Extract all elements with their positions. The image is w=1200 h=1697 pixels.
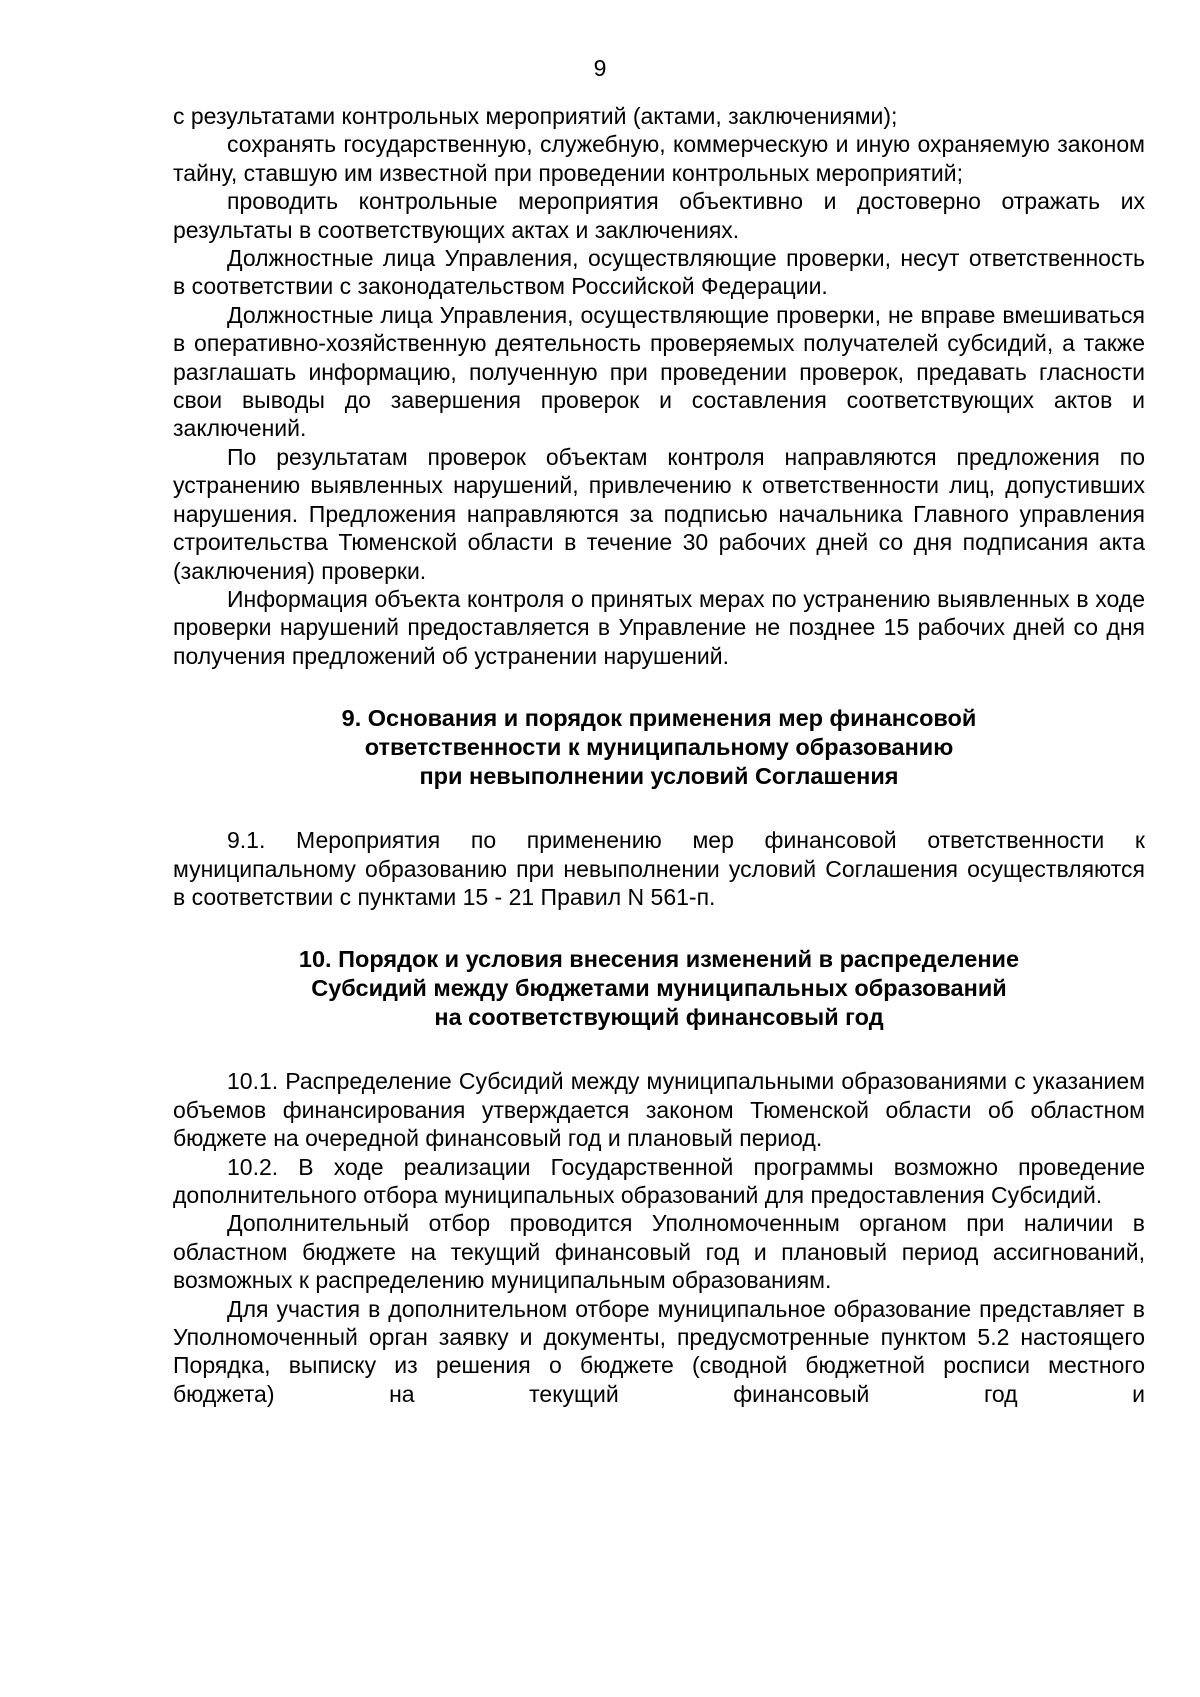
section-heading-10 [173, 945, 1145, 1032]
paragraph: По результатам проверок объектам контроля направляются предложения по устранению выявленных нарушений, привлечению к ответственности лиц, допустивших нарушения. Предложения направляются за подписью начальника Главного управления строительства Тюменской области в течение 30 рабочих дней со дня подписания акта (заключения) проверки. [173, 443, 1145, 584]
spacer [173, 791, 1145, 826]
heading-line: Субсидий между бюджетами муниципальных образований [311, 975, 1007, 1002]
page-number: 9 [593, 55, 607, 81]
paragraph: Для участия в дополнительном отборе муниципальное образование представляет в Уполномоченный орган заявку и документы, предусмотренные пунктом 5.2 настоящего Порядка, выписку из решения о бюджете (сводной бюджетной росписи местного бюджета) на текущий финансовый год и [173, 1295, 1145, 1407]
heading-line: 9. Основания и порядок применения мер финансовой [341, 705, 977, 732]
paragraph: Должностные лица Управления, осуществляющие проверки, не вправе вмешиваться в оперативно-хозяйственную деятельность проверяемых получателей субсидий, а также разглашать информацию, полученную при проведении проверок, предавать гласности свои выводы до завершения проверок и составления соответствующих актов и заключений. [173, 301, 1145, 442]
spacer [173, 911, 1145, 945]
heading-line: 10. Порядок и условия внесения изменений в распределение [298, 946, 1020, 973]
heading-line: на соответствующий финансовый год [434, 1004, 884, 1031]
section-heading-9 [173, 704, 1145, 791]
paragraph-9-1: 9.1. Мероприятия по применению мер финансовой ответственности к муниципальному образованию при невыполнении условий Соглашения осуществляются в соответствии с пунктами 15 - 21 Правил N 561-п. [173, 827, 1145, 910]
paragraph-10-1: 10.1. Распределение Субсидий между муниципальными образованиями с указанием объемов финансирования утверждается законом Тюменской области об областном бюджете на очередной финансовый год и плановый период. [173, 1068, 1145, 1152]
spacer [173, 1032, 1145, 1067]
heading-line: при невыполнении условий Соглашения [419, 763, 899, 790]
paragraph: сохранять государственную, служебную, коммерческую и иную охраняемую законом тайну, ставшую им известной при проведении контрольных мероприятий; [173, 131, 1145, 186]
paragraph: Должностные лица Управления, осуществляющие проверки, несут ответственность в соответствии с законодательством Российской Федерации. [173, 245, 1145, 300]
spacer [173, 670, 1145, 704]
paragraph: Дополнительный отбор проводится Уполномоченным органом при наличии в областном бюджете на текущий финансовый год и плановый период ассигнований, возможных к распределению муниципальным образованиям. [173, 1210, 1145, 1294]
paragraph: Информация объекта контроля о принятых мерах по устранению выявленных в ходе проверки нарушений предоставляется в Управление не позднее 15 рабочих дней со дня получения предложений об устранении нарушений. [173, 585, 1145, 669]
paragraph: с результатами контрольных мероприятий (актами, заключениями); [173, 103, 898, 129]
paragraph-10-2: 10.2. В ходе реализации Государственной программы возможно проведение дополнительного отбора муниципальных образований для предоставления Субсидий. [173, 1153, 1145, 1208]
heading-line: ответственности к муниципальному образованию [364, 734, 954, 761]
document-body [173, 102, 1145, 1408]
paragraph: проводить контрольные мероприятия объективно и достоверно отражать их результаты в соответствующих актах и заключениях. [173, 188, 1145, 243]
